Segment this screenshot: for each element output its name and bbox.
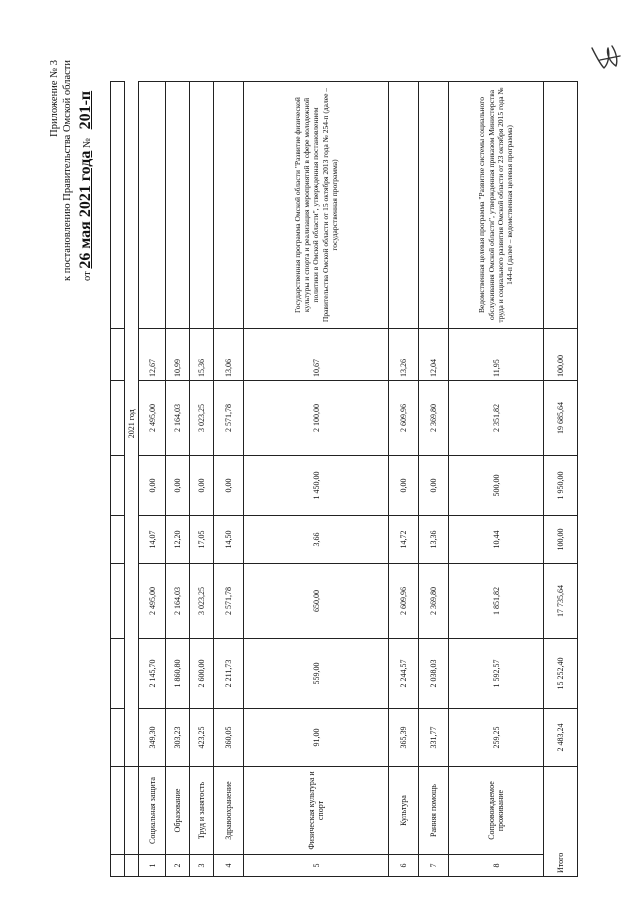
table-row: [244, 82, 389, 877]
table-row: [389, 82, 419, 877]
document-header: [48, 60, 96, 281]
program-cell: [419, 82, 449, 329]
row-name: Социальная защита: [139, 767, 166, 855]
cell-value: 13,36: [419, 516, 449, 564]
cell-value: 0,00: [166, 456, 190, 516]
cell-value: 15 252,40: [544, 639, 578, 709]
decree-number: 201-п: [77, 90, 95, 130]
program-cell: [389, 82, 419, 329]
cell-value: 17 735,64: [544, 564, 578, 639]
cell-value: 365,39: [389, 709, 419, 767]
cell-value: 0,00: [389, 456, 419, 516]
row-name: Здравоохранение: [214, 767, 244, 855]
cell-value: 2 483,24: [544, 709, 578, 767]
row-name: Ранняя помощь: [419, 767, 449, 855]
cell-value: 14,50: [214, 516, 244, 564]
cell-value: 2 351,82: [449, 381, 544, 456]
table-row: [190, 82, 214, 877]
table-period-row: [125, 82, 139, 877]
cell-value: 423,25: [190, 709, 214, 767]
cell-value: 2 609,96: [389, 381, 419, 456]
cell-value: 2 244,57: [389, 639, 419, 709]
cell-value: 2 164,03: [166, 564, 190, 639]
cell-value: 2 600,00: [190, 639, 214, 709]
cell-value: 1 851,82: [449, 564, 544, 639]
cell-value: 10,44: [449, 516, 544, 564]
cell-value: 0,00: [139, 456, 166, 516]
program-cell: [214, 82, 244, 329]
cell-value: 1 592,57: [449, 639, 544, 709]
program-cell: [166, 82, 190, 329]
cell-value: 2 571,78: [214, 381, 244, 456]
cell-value: 3,66: [244, 516, 389, 564]
program-cell: [190, 82, 214, 329]
cell-value: 13,26: [389, 329, 419, 381]
cell-value: 259,25: [449, 709, 544, 767]
cell-value: 360,05: [214, 709, 244, 767]
cell-value: 2 495,00: [139, 564, 166, 639]
cell-value: 0,00: [419, 456, 449, 516]
number-prefix: №: [82, 138, 94, 149]
cell-value: 559,00: [244, 639, 389, 709]
row-name: Образование: [166, 767, 190, 855]
table-header-row: [111, 82, 125, 877]
cell-value: 0,00: [214, 456, 244, 516]
total-label: Итого: [544, 767, 578, 877]
cell-value: 19 685,64: [544, 381, 578, 456]
cell-value: 1 450,00: [244, 456, 389, 516]
table-row: [214, 82, 244, 877]
row-number: 4: [214, 855, 244, 877]
funding-table: [110, 81, 578, 877]
cell-value: 1 860,80: [166, 639, 190, 709]
cell-value: 500,00: [449, 456, 544, 516]
cell-value: 17,05: [190, 516, 214, 564]
cell-value: 2 145,70: [139, 639, 166, 709]
cell-value: 2 369,80: [419, 381, 449, 456]
cell-value: 14,07: [139, 516, 166, 564]
cell-value: 12,20: [166, 516, 190, 564]
cell-value: 12,67: [139, 329, 166, 381]
cell-value: 2 211,73: [214, 639, 244, 709]
table-row: [139, 82, 166, 877]
program-cell: [139, 82, 166, 329]
date-prefix: от: [82, 271, 94, 281]
cell-value: 331,77: [419, 709, 449, 767]
row-name: Сопровождаемое проживание: [449, 767, 544, 855]
cell-value: 3 023,25: [190, 564, 214, 639]
row-number: 8: [449, 855, 544, 877]
decree-date: 26 мая 2021 года: [77, 150, 95, 269]
appendix-title: Приложение № 3: [49, 60, 60, 137]
program-cell: Ведомственная целевая программа "Развитие системы социального обслуживания Омской области", утвержденная приказом Министерства труда и социального развития Омской области от 23 октября 2015 года № 144-п (далее – ведомственная целевая программа): [449, 82, 544, 329]
row-number: 6: [389, 855, 419, 877]
table-row: [449, 82, 544, 877]
cell-value: 15,36: [190, 329, 214, 381]
handwritten-signature: [586, 38, 626, 78]
period-label: 2021 год: [125, 82, 139, 767]
cell-value: 2 038,03: [419, 639, 449, 709]
cell-value: 10,67: [244, 329, 389, 381]
row-name: Труд и занятость: [190, 767, 214, 855]
cell-value: 2 369,80: [419, 564, 449, 639]
cell-value: 100,00: [544, 329, 578, 381]
cell-value: 650,00: [244, 564, 389, 639]
cell-value: 2 571,78: [214, 564, 244, 639]
cell-value: 349,30: [139, 709, 166, 767]
cell-value: 13,06: [214, 329, 244, 381]
table-row: [166, 82, 190, 877]
row-number: 2: [166, 855, 190, 877]
row-number: 5: [244, 855, 389, 877]
cell-value: 100,00: [544, 516, 578, 564]
program-cell: Государственная программа Омской области "Развитие физической культуры и спорта и реализация мероприятий в сфере молодежной политики в Омской области", утвержденная постановлением Правительства Омской области от 15 октября 2013 года № 254-п (далее – государственная программа): [244, 82, 389, 329]
cell-value: 3 023,25: [190, 381, 214, 456]
cell-value: 11,95: [449, 329, 544, 381]
cell-value: 14,72: [389, 516, 419, 564]
cell-value: 0,00: [190, 456, 214, 516]
row-number: 7: [419, 855, 449, 877]
cell-value: 2 164,03: [166, 381, 190, 456]
cell-value: 1 950,00: [544, 456, 578, 516]
program-cell: [544, 82, 578, 329]
document-page: [20, 25, 620, 885]
decree-reference: к постановлению Правительства Омской области: [62, 60, 74, 281]
cell-value: 12,04: [419, 329, 449, 381]
decree-date-line: [76, 60, 96, 281]
cell-value: 2 100,00: [244, 381, 389, 456]
row-number: 3: [190, 855, 214, 877]
cell-value: 91,00: [244, 709, 389, 767]
cell-value: 303,23: [166, 709, 190, 767]
cell-value: 10,99: [166, 329, 190, 381]
row-name: Физическая культура и спорт: [244, 767, 389, 855]
row-name: Культура: [389, 767, 419, 855]
table-total-row: [544, 82, 578, 877]
table-row: [419, 82, 449, 877]
row-number: 1: [139, 855, 166, 877]
cell-value: 2 609,96: [389, 564, 419, 639]
cell-value: 2 495,00: [139, 381, 166, 456]
